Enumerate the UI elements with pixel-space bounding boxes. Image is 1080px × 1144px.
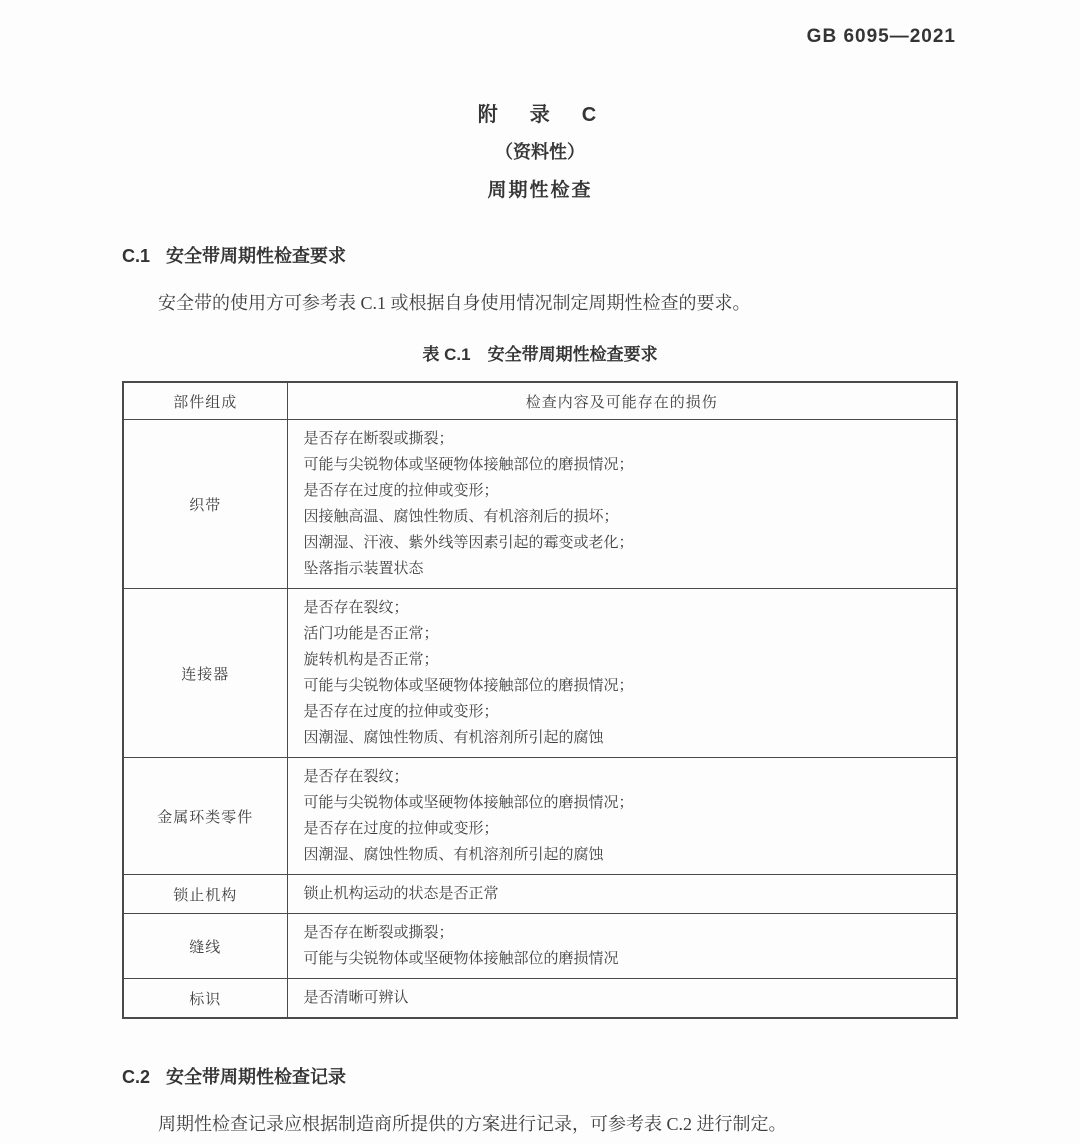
- inspection-table: [122, 381, 958, 1019]
- inspection-item: 是否存在裂纹；: [303, 769, 409, 785]
- inspection-item: 是否清晰可辨认: [303, 990, 409, 1006]
- component-cell: 金属环类零件: [123, 758, 287, 875]
- section-c2-number: C.2: [122, 1067, 151, 1087]
- inspection-item: 可能与尖锐物体或坚硬物体接触部位的磨损情况；: [303, 678, 634, 694]
- inspection-table-body: [123, 420, 957, 1019]
- appendix-title-block: [0, 98, 1080, 202]
- section-c1-heading: [122, 242, 958, 268]
- appendix-title: 附 录 C: [477, 104, 603, 126]
- inspection-item: 活门功能是否正常；: [303, 626, 439, 642]
- inspection-item: 旋转机构是否正常；: [303, 652, 439, 668]
- section-c2-title: 安全带周期性检查记录: [166, 1067, 347, 1087]
- inspection-item: 是否存在裂纹；: [303, 600, 409, 616]
- table-c1-caption: 表 C.1 安全带周期性检查要求: [422, 345, 658, 364]
- inspection-content-cell: [287, 758, 957, 875]
- inspection-item: 锁止机构运动的状态是否正常: [303, 886, 499, 902]
- section-c1-title: 安全带周期性检查要求: [166, 246, 347, 266]
- table-row: [123, 979, 957, 1019]
- inspection-content-cell: [287, 875, 957, 914]
- inspection-item: 坠落指示装置状态: [303, 561, 424, 577]
- section-c1-number: C.1: [122, 246, 151, 266]
- component-cell: 连接器: [123, 589, 287, 758]
- inspection-item: 是否存在断裂或撕裂；: [303, 431, 454, 447]
- inspection-item: 是否存在过度的拉伸或变形；: [303, 821, 499, 837]
- column-header-component: 部件组成: [123, 382, 287, 420]
- appendix-subtitle: （资料性）: [495, 142, 585, 162]
- inspection-item: 可能与尖锐物体或坚硬物体接触部位的磨损情况: [303, 951, 619, 967]
- table-row: [123, 420, 957, 589]
- section-c1-paragraph: 安全带的使用方可参考表 C.1 或根据自身使用情况制定周期性检查的要求。: [158, 293, 751, 313]
- section-c2-paragraph: 周期性检查记录应根据制造商所提供的方案进行记录，可参考表 C.2 进行制定。: [158, 1114, 787, 1134]
- inspection-item: 是否存在过度的拉伸或变形；: [303, 483, 499, 499]
- component-cell: 标识: [123, 979, 287, 1019]
- table-row: [123, 758, 957, 875]
- inspection-item: 是否存在断裂或撕裂；: [303, 925, 454, 941]
- standard-number: GB 6095—2021: [806, 26, 956, 47]
- inspection-content-cell: [287, 979, 957, 1019]
- inspection-item: 因接触高温、腐蚀性物质、有机溶剂后的损坏；: [303, 509, 619, 525]
- component-cell: 锁止机构: [123, 875, 287, 914]
- inspection-content-cell: [287, 420, 957, 589]
- appendix-name: 周期性检查: [487, 180, 593, 201]
- component-cell: 织带: [123, 420, 287, 589]
- inspection-item: 因潮湿、腐蚀性物质、有机溶剂所引起的腐蚀: [303, 730, 604, 746]
- inspection-item: 可能与尖锐物体或坚硬物体接触部位的磨损情况；: [303, 457, 634, 473]
- table-row: [123, 875, 957, 914]
- table-row: [123, 589, 957, 758]
- section-c2-heading: [122, 1063, 958, 1089]
- inspection-content-cell: [287, 589, 957, 758]
- column-header-inspection: 检查内容及可能存在的损伤: [287, 382, 957, 420]
- inspection-item: 因潮湿、腐蚀性物质、有机溶剂所引起的腐蚀: [303, 847, 604, 863]
- inspection-item: 可能与尖锐物体或坚硬物体接触部位的磨损情况；: [303, 795, 634, 811]
- inspection-content-cell: [287, 914, 957, 979]
- table-header-row: [123, 382, 957, 420]
- component-cell: 缝线: [123, 914, 287, 979]
- inspection-item: 因潮湿、汗液、紫外线等因素引起的霉变或老化；: [303, 535, 634, 551]
- table-row: [123, 914, 957, 979]
- inspection-item: 是否存在过度的拉伸或变形；: [303, 704, 499, 720]
